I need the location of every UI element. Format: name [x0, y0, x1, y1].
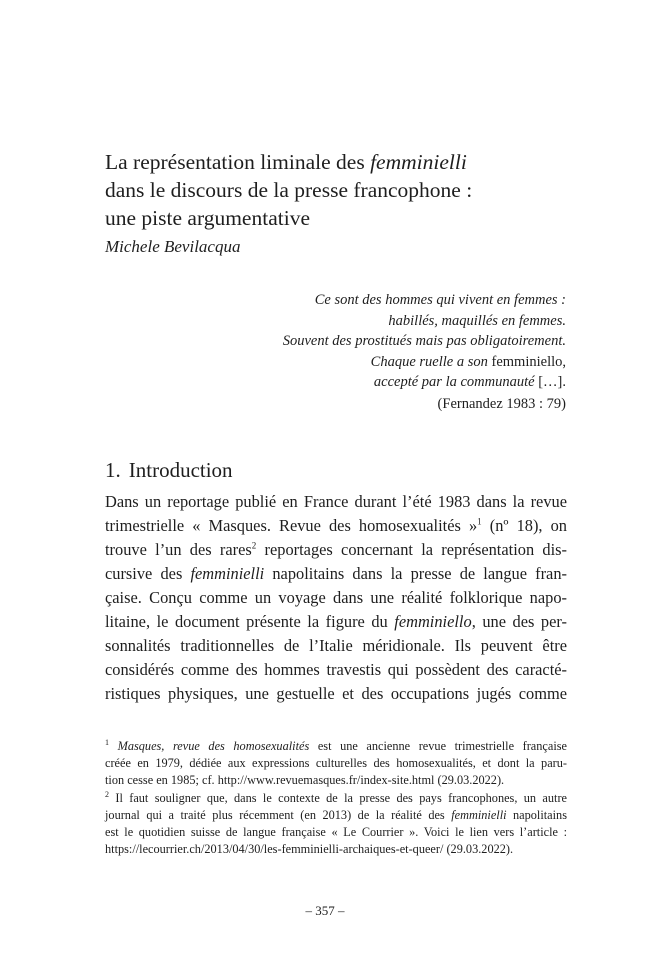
epigraph-roman-term: femminiello,: [487, 353, 566, 370]
page-number: – 357 –: [305, 903, 345, 918]
epigraph: [146, 290, 566, 414]
footnote-text: Il faut souligner que, dans le contexte de la presse des pays francophones, un autre: [109, 790, 567, 805]
epigraph-line: [146, 352, 566, 373]
title-italic-term: femminielli: [370, 150, 467, 174]
epigraph-citation: (Fernandez 1983 : 79): [437, 395, 566, 412]
epigraph-text: accepté par la communauté: [373, 374, 535, 390]
footnote-1-url-line[interactable]: tion cesse en 1985; cf. http://www.revuemasques.fr/index-site.html (29.03.2022).: [105, 773, 505, 788]
body-line: Dans un reportage publié en France durant l’été 1983 dans la revue: [105, 492, 567, 511]
footnote-ref-2[interactable]: 2: [251, 540, 257, 551]
body-text: , une des per-: [471, 612, 567, 631]
body-text: trimestrielle « Masques. Revue des homosexualités »: [105, 516, 478, 535]
epigraph-text: habillés, maquillés en femmes.: [388, 312, 566, 329]
footnote-2-line: est le quotidien suisse de langue française « Le Courrier ». Voici le lien vers l’article :: [105, 825, 567, 840]
body-line: sonnalités traditionnelles de l’Italie méridionale. Ils peuvent être: [105, 636, 567, 655]
body-line: [105, 610, 567, 634]
epigraph-line: [146, 372, 566, 393]
body-text: cursive des: [105, 564, 191, 583]
body-paragraph: [105, 490, 567, 706]
chapter-title: [105, 148, 565, 232]
chapter-title-line-1: [105, 148, 565, 176]
footnote-text: est une ancienne revue trimestrielle française: [309, 739, 567, 753]
epigraph-line: [146, 331, 566, 352]
footnote-marker-2: 2: [105, 789, 109, 799]
section-heading: [105, 458, 233, 483]
footnote-2-line: [105, 790, 567, 807]
author-name: Michele Bevilacqua: [105, 237, 241, 256]
section-title: Introduction: [128, 458, 233, 482]
chapter-title-line-3: une piste argumentative: [105, 206, 310, 230]
section-number: 1.: [105, 458, 121, 482]
footnote-1-line: créée en 1979, dédiée aux expressions culturelles des homosexualités, et dont la paru-: [105, 756, 567, 771]
epigraph-text: Souvent des prostitués mais pas obligatoirement.: [282, 333, 566, 349]
chapter-title-line-2: dans le discours de la presse francophone :: [105, 178, 473, 202]
body-text: reportages concernant la représentation dis-: [256, 540, 567, 559]
body-line: considérés comme des hommes travestis qui possèdent des caracté-: [105, 660, 567, 679]
body-text: trouve l’un des rares: [105, 540, 252, 559]
footnote-2-url-line[interactable]: https://lecourrier.ch/2013/04/30/les-femminielli-archaiques-et-queer/ (29.03.2022).: [105, 842, 514, 857]
footnotes: [105, 738, 567, 858]
italic-term: femminiello: [394, 612, 472, 631]
body-text: litaine, le document présente la figure du: [105, 612, 395, 631]
footnote-italic-term: femminielli: [451, 807, 507, 822]
body-line: ristiques physiques, une gestuelle et des occupations jugés comme: [105, 684, 567, 703]
footnote-marker-1: 1: [105, 737, 109, 747]
footnote-2-line: [105, 807, 567, 824]
body-line: [105, 538, 567, 562]
epigraph-ellipsis: […].: [534, 374, 566, 390]
footnote-text: napolitains: [506, 807, 567, 822]
body-line: [105, 514, 567, 538]
body-text: (nº 18), on: [481, 516, 567, 535]
footnote-ref-1[interactable]: 1: [477, 516, 482, 527]
italic-term: femminielli: [190, 564, 265, 583]
epigraph-text: Chaque ruelle a son: [370, 353, 488, 370]
footnote-text: journal qui a traité plus récemment (en 2013) de la réalité des: [105, 807, 452, 822]
epigraph-text: Ce sont des hommes qui vivent en femmes :: [314, 292, 566, 308]
title-text: La représentation liminale des: [105, 150, 371, 174]
epigraph-line: [146, 290, 566, 311]
body-text: napolitains dans la presse de langue fran-: [264, 564, 567, 583]
body-line: [105, 562, 567, 586]
footnote-1-line: [105, 738, 567, 755]
body-line: çaise. Conçu comme un voyage dans une réalité folklorique napo-: [105, 588, 567, 607]
footnote-italic-title: Masques, revue des homosexualités: [117, 739, 310, 753]
epigraph-line: [146, 311, 566, 332]
